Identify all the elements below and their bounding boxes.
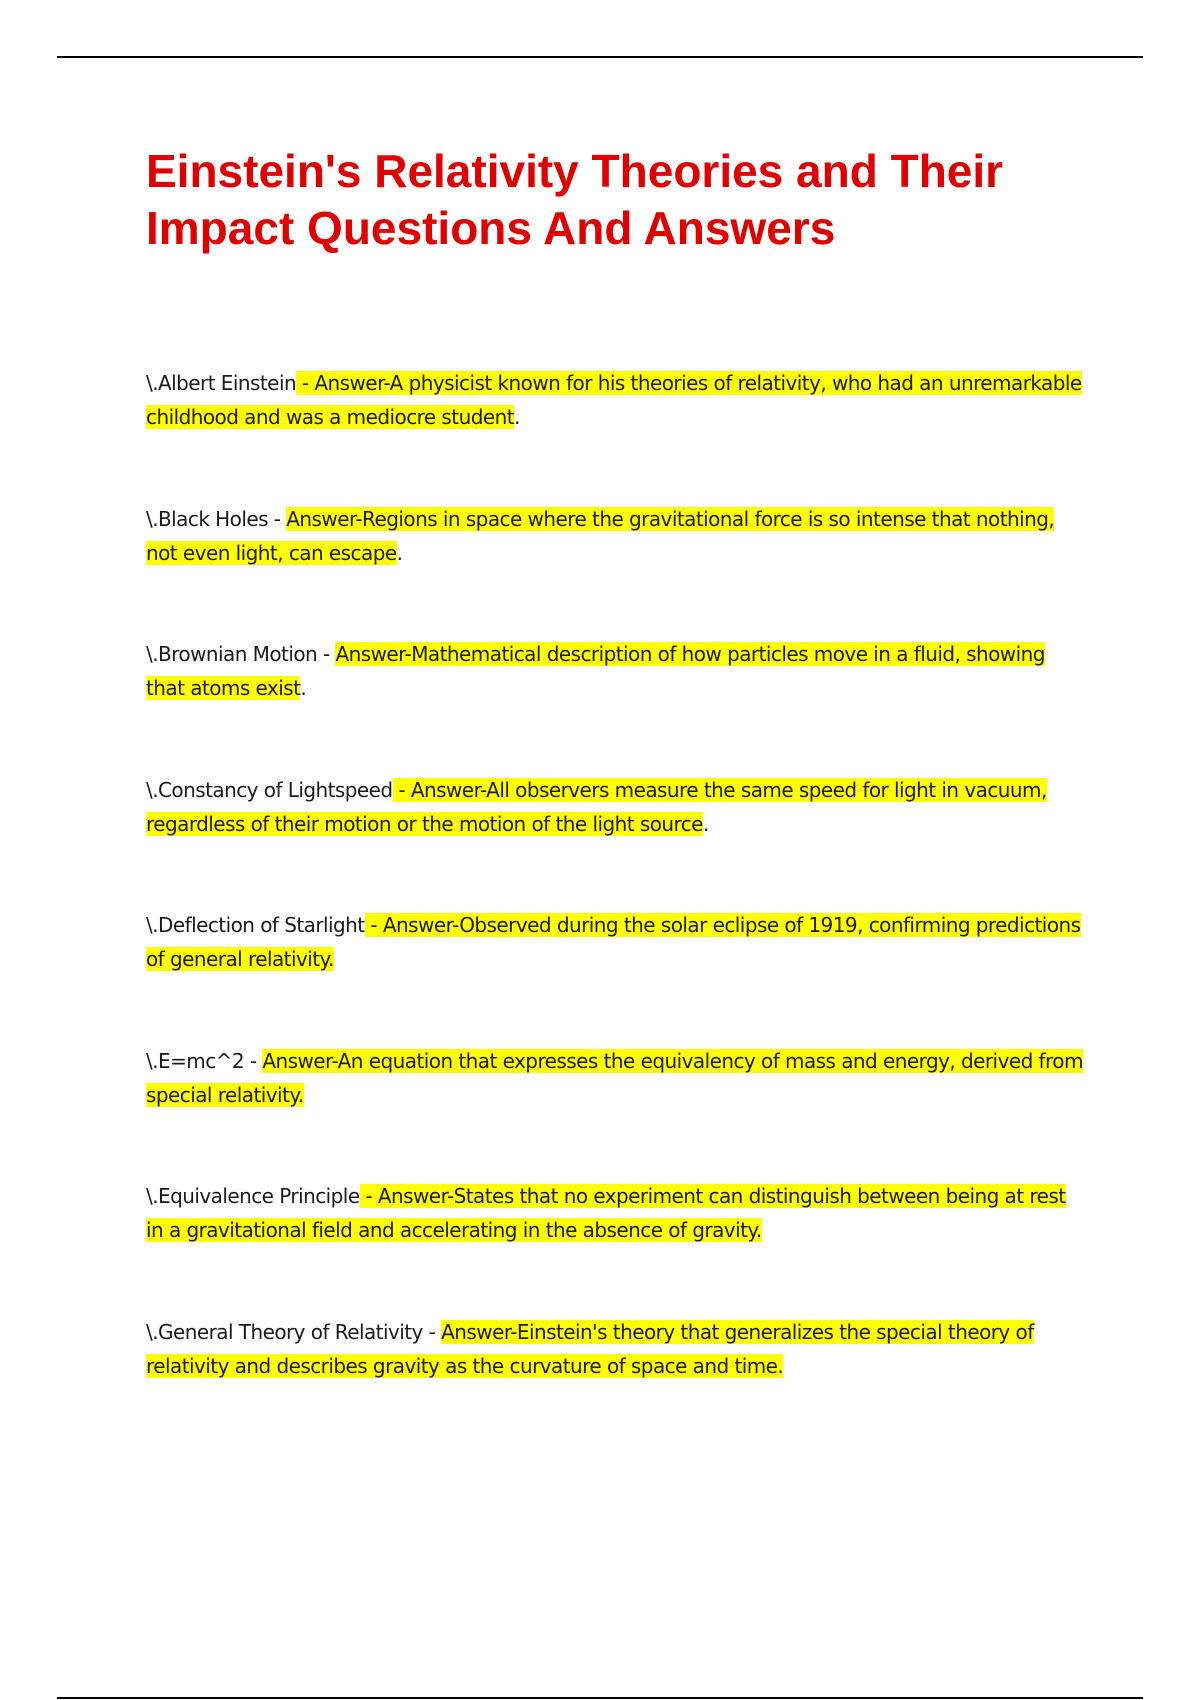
qa-separator: - <box>267 506 287 531</box>
qa-term: \.Deflection of Starlight <box>146 913 365 937</box>
qa-end: . <box>702 811 709 836</box>
qa-separator: - <box>392 777 411 802</box>
qa-item <box>146 502 1086 638</box>
qa-item <box>146 773 1086 909</box>
qa-term: \.Constancy of Lightspeed <box>146 777 393 802</box>
qa-separator: - <box>296 371 315 395</box>
qa-term: \.Albert Einstein <box>146 371 297 395</box>
qa-answer: Answer-Regions in space where the gravitational force is so intense that nothing, not even light, can escape <box>146 506 1055 565</box>
qa-term: \.General Theory of Relativity <box>146 1319 423 1344</box>
qa-item <box>146 1179 1086 1315</box>
qa-separator: - <box>364 913 383 937</box>
qa-item <box>146 908 1086 1044</box>
qa-end: . <box>396 540 403 565</box>
qa-end: . <box>514 405 520 429</box>
qa-answer: Answer-Mathematical description of how particles move in a fluid, showing that atoms exist <box>146 642 1045 700</box>
qa-answer: Answer-Observed during the solar eclipse of 1919, confirming predictions of general relativity. <box>146 913 1081 971</box>
qa-separator: - <box>359 1184 378 1208</box>
qa-answer: Answer-All observers measure the same speed for light in vacuum, regardless of their motion or the motion of the light source <box>146 777 1047 836</box>
qa-term: \.E=mc^2 <box>146 1048 245 1073</box>
qa-item <box>146 1315 1086 1451</box>
qa-list <box>146 366 1086 1450</box>
qa-answer: Answer-States that no experiment can distinguish between being at rest in a gravitational field and accelerating in the absence of gravity. <box>146 1184 1066 1242</box>
bottom-rule <box>57 1697 1143 1699</box>
page-title: Einstein's Relativity Theories and Their Impact Questions And Answers <box>146 145 1004 254</box>
qa-term: \.Brownian Motion <box>146 642 318 666</box>
qa-end: . <box>300 676 307 700</box>
qa-answer: Answer-An equation that expresses the equivalency of mass and energy, derived from special relativity. <box>146 1048 1083 1107</box>
qa-separator: - <box>317 642 336 666</box>
qa-term: \.Equivalence Principle <box>146 1184 360 1208</box>
qa-item <box>146 1044 1086 1180</box>
top-rule <box>57 56 1143 58</box>
qa-item <box>146 366 1086 502</box>
qa-term: \.Black Holes <box>146 506 268 531</box>
qa-answer: Answer-A physicist known for his theories of relativity, who had an unremarkable childhood and was a mediocre student <box>146 371 1082 429</box>
qa-answer: Answer-Einstein's theory that generalizes the special theory of relativity and describes gravity as the curvature of space and time. <box>146 1319 1034 1378</box>
qa-separator: - <box>244 1048 263 1073</box>
qa-separator: - <box>422 1319 442 1344</box>
qa-item <box>146 637 1086 773</box>
